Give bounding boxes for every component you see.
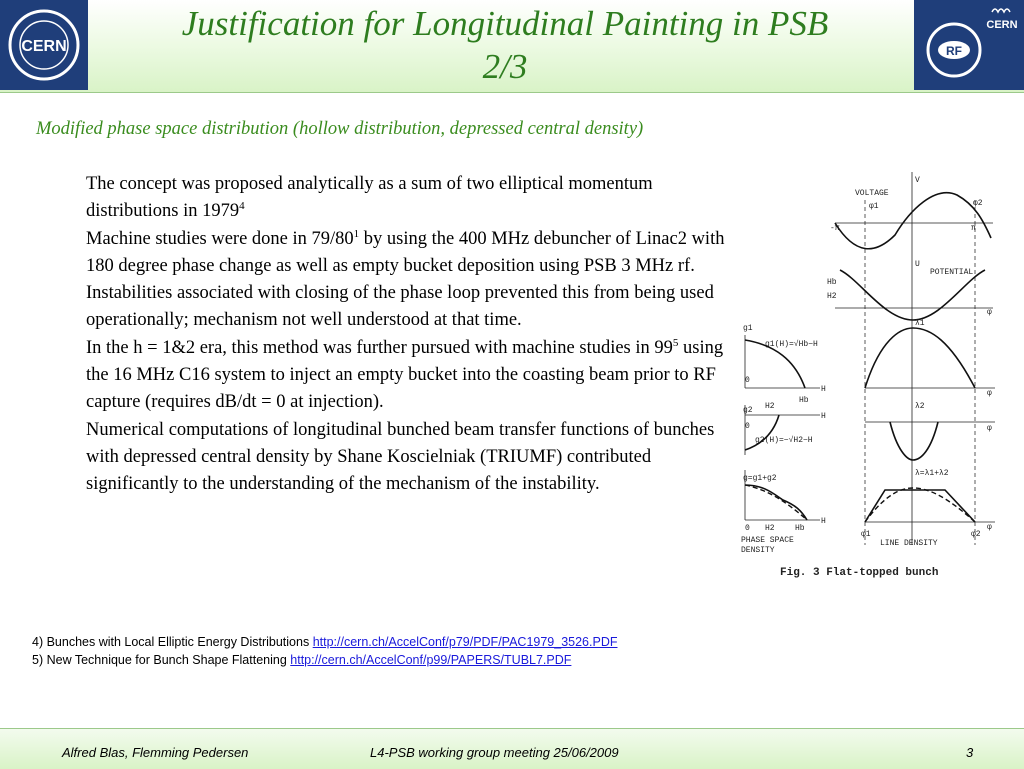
paragraph-2: Machine studies were done in $79/80^1$ by using the 400 MHz debuncher of Linac2 with 180 degree phase change as well as empty bucket deposition using PSB 3 MHz rf. [86,227,725,276]
label-g2-eq: g2(H)=−√H2−H [755,436,813,445]
label-zero-1: 0 [745,376,750,385]
label-phase-space: PHASE SPACE [741,536,794,545]
label-hb: Hb [827,278,837,287]
label-g2: g2 [743,406,753,415]
label-h-2: H [821,412,826,421]
label-pi: π [971,224,976,233]
cern-logo [0,0,88,90]
label-phi-l: φ [987,523,992,532]
paragraph-3: Instabilities associated with closing of the phase loop prevented this from being used operationally; mechanism not well understood at that time. [86,283,714,331]
cern-small-logo-text: CERN [986,19,1018,31]
label-density: DENSITY [741,546,775,555]
slide-header [0,0,1024,93]
body-text [86,171,726,499]
label-v: V [915,176,920,185]
label-g1-eq: g1(H)=√Hb−H [765,340,818,349]
label-h-3: H [821,517,826,526]
paragraph-1: The concept was proposed analytically as a sum of two elliptical momentum distributions in 1979$^4$ [86,174,653,222]
label-g1: g1 [743,324,753,333]
label-voltage: VOLTAGE [855,189,889,198]
cern-logo-text: CERN [21,38,67,55]
label-h2: H2 [827,292,837,301]
footer-authors: Alfred Blas, Flemming Pedersen [62,745,249,760]
label-lambda2: λ2 [915,402,925,411]
label-potential: POTENTIAL [930,268,974,277]
label-line-density: LINE DENSITY [880,539,938,548]
label-phi-l2: φ [987,424,992,433]
references [32,633,732,669]
label-minus-pi: -π [830,224,840,233]
label-zero-2: 0 [745,422,750,431]
cern-rf-logo [914,0,1024,90]
footer-meeting: L4-PSB working group meeting 25/06/2009 [370,745,619,760]
label-phi2-top: φ2 [973,199,983,208]
label-h2-g2: H2 [765,402,775,411]
label-lambda1: λ1 [915,319,925,328]
rf-logo-text: RF [946,44,962,58]
flat-topped-bunch-figure [735,160,1005,590]
label-h-1: H [821,385,826,394]
slide-subtitle: Modified phase space distribution (hollow distribution, depressed central density) [36,119,644,139]
label-phi1-top: φ1 [869,202,879,211]
label-lambda: λ=λ1+λ2 [915,469,949,478]
slide-title [100,2,910,88]
reference-5-link[interactable]: http://cern.ch/AccelConf/p99/PAPERS/TUBL7.PDF [290,653,572,667]
label-zero-3: 0 [745,524,750,533]
label-g: g=g1+g2 [743,474,777,483]
reference-4-link[interactable]: http://cern.ch/AccelConf/p79/PDF/PAC1979_3526.PDF [312,635,618,649]
label-hb-2: Hb [799,396,809,405]
reference-5: 5) New Technique for Bunch Shape Flattening http://cern.ch/AccelConf/p99/PAPERS/TUBL7.PDF [32,653,572,667]
slide-footer [0,728,1024,769]
title-line-1: Justification for Longitudinal Painting in PSB [181,4,829,43]
label-phi2-bottom: φ2 [971,530,981,539]
label-phi-potential: φ [987,308,992,317]
footer-page-number: 3 [966,745,974,760]
label-phi1-bottom: φ1 [861,530,871,539]
label-phi-l1: φ [987,389,992,398]
figure-caption: Fig. 3 Flat-topped bunch [780,567,939,579]
label-hb-g: Hb [795,524,805,533]
reference-4: 4) Bunches with Local Elliptic Energy Distributions http://cern.ch/AccelConf/p79/PDF/PAC1979_3526.PDF [32,635,618,649]
paragraph-5: Numerical computations of longitudinal bunched beam transfer functions of bunches with depressed central density by Shane Koscielniak (TRIUMF) contributed significantly to the understanding of the mechanism of the instability. [86,419,715,495]
paragraph-4: In the h = 1&2 era, this method was further pursued with machine studies in $99^5$ using the 16 MHz C16 system to inject an empty bucket into the coasting beam prior to RF capture (requires dB/dt = 0 at injection). [86,336,724,413]
label-h2-g: H2 [765,524,775,533]
label-u: U [915,260,920,269]
title-line-2: 2/3 [482,47,528,86]
